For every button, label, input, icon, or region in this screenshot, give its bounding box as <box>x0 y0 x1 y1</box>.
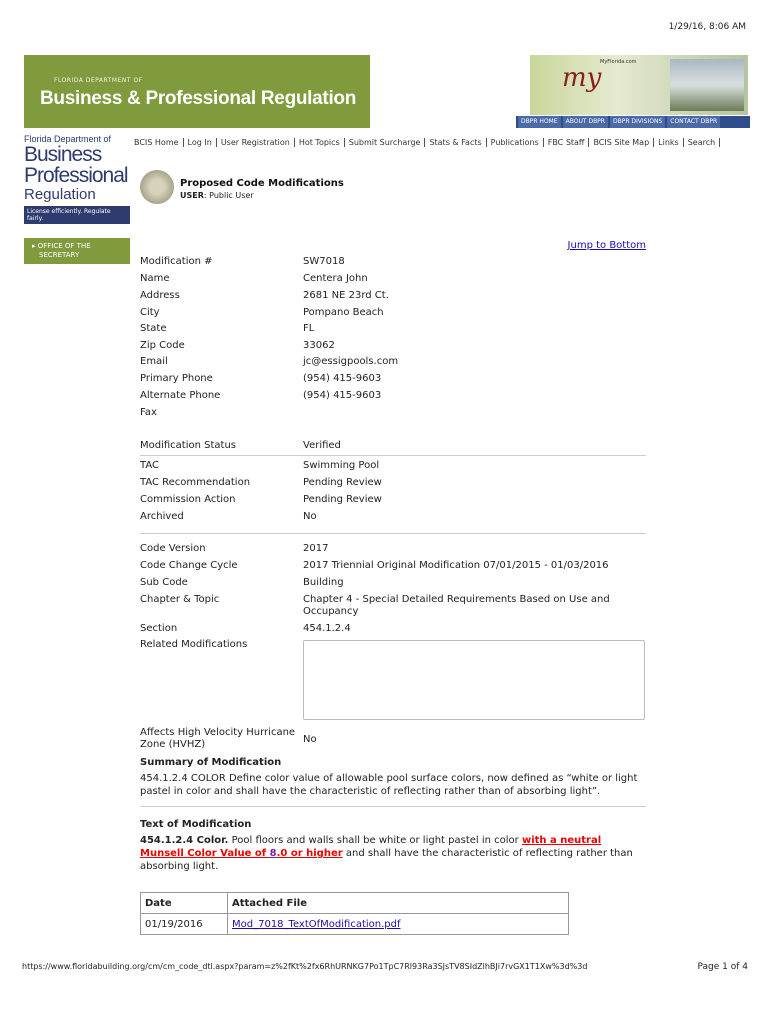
nav-stats-facts[interactable]: Stats & Facts <box>425 138 486 147</box>
label-commission-action: Commission Action <box>140 494 236 505</box>
jump-to-bottom-link[interactable]: Jump to Bottom <box>567 240 646 251</box>
label-fax: Fax <box>140 407 157 418</box>
capitol-image <box>670 59 744 111</box>
value-primary-phone: (954) 415-9603 <box>303 373 382 384</box>
value-state: FL <box>303 323 315 334</box>
nav-links[interactable]: Links <box>654 138 684 147</box>
label-related-modifications: Related Modifications <box>140 639 248 650</box>
logo-tagline: License efficiently. Regulate fairly. <box>24 206 130 224</box>
value-commission-action: Pending Review <box>303 494 382 505</box>
attachments-table <box>140 892 569 935</box>
attachment-file-cell <box>228 914 569 935</box>
logo-line-3: Professional <box>24 164 128 187</box>
value-alternate-phone: (954) 415-9603 <box>303 390 382 401</box>
dbpr-side-logo[interactable] <box>24 134 130 230</box>
header-date: Date <box>141 893 228 914</box>
nav-submit-surcharge[interactable]: Submit Surcharge <box>345 138 426 147</box>
text-of-modification-heading: Text of Modification <box>140 819 252 830</box>
modification-text-part1: Pool floors and walls shall be white or light pastel in color <box>228 835 522 846</box>
value-modification-number: SW7018 <box>303 256 345 267</box>
label-alternate-phone: Alternate Phone <box>140 390 221 401</box>
tab-dbpr-home[interactable]: DBPR HOME <box>518 116 561 128</box>
value-code-change-cycle: 2017 Triennial Original Modification 07/01/2015 - 01/03/2016 <box>303 560 609 571</box>
value-hvhz: No <box>303 734 317 745</box>
label-primary-phone: Primary Phone <box>140 373 213 384</box>
header-attached-file: Attached File <box>228 893 569 914</box>
tab-contact-dbpr[interactable]: CONTACT DBPR <box>667 116 720 128</box>
value-sub-code: Building <box>303 577 344 588</box>
logo-line-2: Business <box>24 143 102 166</box>
tab-dbpr-divisions[interactable]: DBPR DIVISIONS <box>610 116 665 128</box>
value-name: Centera John <box>303 273 368 284</box>
divider <box>140 806 646 807</box>
myflorida-logo: my <box>562 63 602 93</box>
value-archived: No <box>303 511 317 522</box>
office-of-secretary-button[interactable] <box>24 238 130 264</box>
nav-hot-topics[interactable]: Hot Topics <box>295 138 345 147</box>
label-state: State <box>140 323 167 334</box>
value-city: Pompano Beach <box>303 307 384 318</box>
dbpr-banner-logo[interactable] <box>24 55 370 128</box>
label-chapter-topic: Chapter & Topic <box>140 594 220 605</box>
divider <box>140 455 646 456</box>
value-tac-recommendation: Pending Review <box>303 477 382 488</box>
table-row <box>141 914 569 935</box>
value-zip-code: 33062 <box>303 340 335 351</box>
top-tabs <box>516 116 750 128</box>
top-nav <box>134 138 720 147</box>
office-line-2: SECRETARY <box>39 251 80 259</box>
footer-url: https://www.floridabuilding.org/cm/cm_code_dtl.aspx?param=z%2fKt%2fx6RhURNKG7Po1TpC7Rl93Ra3SJsTV8SIdZlhBJi7rvGX1T1Xw%3d%3d <box>22 962 588 971</box>
nav-bcis-site-map[interactable]: BCIS Site Map <box>589 138 654 147</box>
nav-user-registration[interactable]: User Registration <box>217 138 295 147</box>
nav-search[interactable]: Search <box>684 138 720 147</box>
value-chapter-topic: Chapter 4 - Special Detailed Requirements Based on Use and Occupancy <box>303 594 610 617</box>
inserted-text-1: with a neutral Munsell Color Value of <box>140 835 602 859</box>
value-address: 2681 NE 23rd Ct. <box>303 290 389 301</box>
value-modification-status: Verified <box>303 440 341 451</box>
nav-bcis-home[interactable]: BCIS Home <box>134 138 184 147</box>
attachment-file-link[interactable]: Mod_7018_TextOfModification.pdf <box>232 918 401 930</box>
summary-text: 454.1.2.4 COLOR Define color value of allowable pool surface colors, now defined as “white or light pastel in color and shall have the characteristic of reflecting rather than of absorbing light”. <box>140 773 638 797</box>
inserted-text-2: 8 <box>269 848 277 859</box>
label-city: City <box>140 307 160 318</box>
nav-fbc-staff[interactable]: FBC Staff <box>544 138 590 147</box>
footer-page-number: Page 1 of 4 <box>697 962 748 972</box>
user-line: USER: Public User <box>180 191 254 200</box>
label-name: Name <box>140 273 170 284</box>
table-header-row <box>141 893 569 914</box>
inserted-text-3: .0 or higher <box>276 848 343 859</box>
logo-line-4: Regulation <box>24 186 96 203</box>
value-email: jc@essigpools.com <box>303 356 399 367</box>
banner-subtitle: FLORIDA DEPARTMENT OF <box>54 77 143 84</box>
modification-text-part2: and shall have the characteristic of reflecting rather than absorbing light. <box>140 848 633 872</box>
user-value: Public User <box>209 191 254 200</box>
value-section: 454.1.2.4 <box>303 623 351 634</box>
user-label: USER <box>180 191 204 200</box>
nav-publications[interactable]: Publications <box>487 138 544 147</box>
divider <box>140 533 646 534</box>
label-modification-number: Modification # <box>140 256 213 267</box>
florida-seal-icon <box>140 170 174 204</box>
text-of-modification-body <box>140 834 642 873</box>
label-sub-code: Sub Code <box>140 577 188 588</box>
banner-title: Business & Professional Regulation <box>40 88 357 109</box>
label-archived: Archived <box>140 511 184 522</box>
value-tac: Swimming Pool <box>303 460 380 471</box>
summary-heading: Summary of Modification <box>140 757 282 768</box>
label-tac-recommendation: TAC Recommendation <box>140 477 251 488</box>
label-zip-code: Zip Code <box>140 340 185 351</box>
label-code-version: Code Version <box>140 543 206 554</box>
label-tac: TAC <box>140 460 159 471</box>
office-line-1: ▸ OFFICE OF THE <box>32 242 91 250</box>
label-code-change-cycle: Code Change Cycle <box>140 560 238 571</box>
nav-log-in[interactable]: Log In <box>184 138 217 147</box>
related-modifications-textarea[interactable] <box>303 640 645 720</box>
myflorida-url: MyFlorida.com <box>600 59 637 65</box>
section-lead: 454.1.2.4 Color. <box>140 835 229 846</box>
label-address: Address <box>140 290 180 301</box>
page-title: Proposed Code Modifications <box>180 178 344 189</box>
label-section: Section <box>140 623 178 634</box>
tab-about-dbpr[interactable]: ABOUT DBPR <box>563 116 608 128</box>
logo-line-1: Florida Department of <box>24 134 112 144</box>
myflorida-banner[interactable] <box>530 55 748 115</box>
label-hvhz: Affects High Velocity Hurricane Zone (HVHZ) <box>140 727 296 750</box>
label-modification-status: Modification Status <box>140 440 236 451</box>
print-datetime: 1/29/16, 8:06 AM <box>668 22 746 32</box>
attachment-date: 01/19/2016 <box>141 914 228 935</box>
label-email: Email <box>140 356 168 367</box>
value-code-version: 2017 <box>303 543 329 554</box>
